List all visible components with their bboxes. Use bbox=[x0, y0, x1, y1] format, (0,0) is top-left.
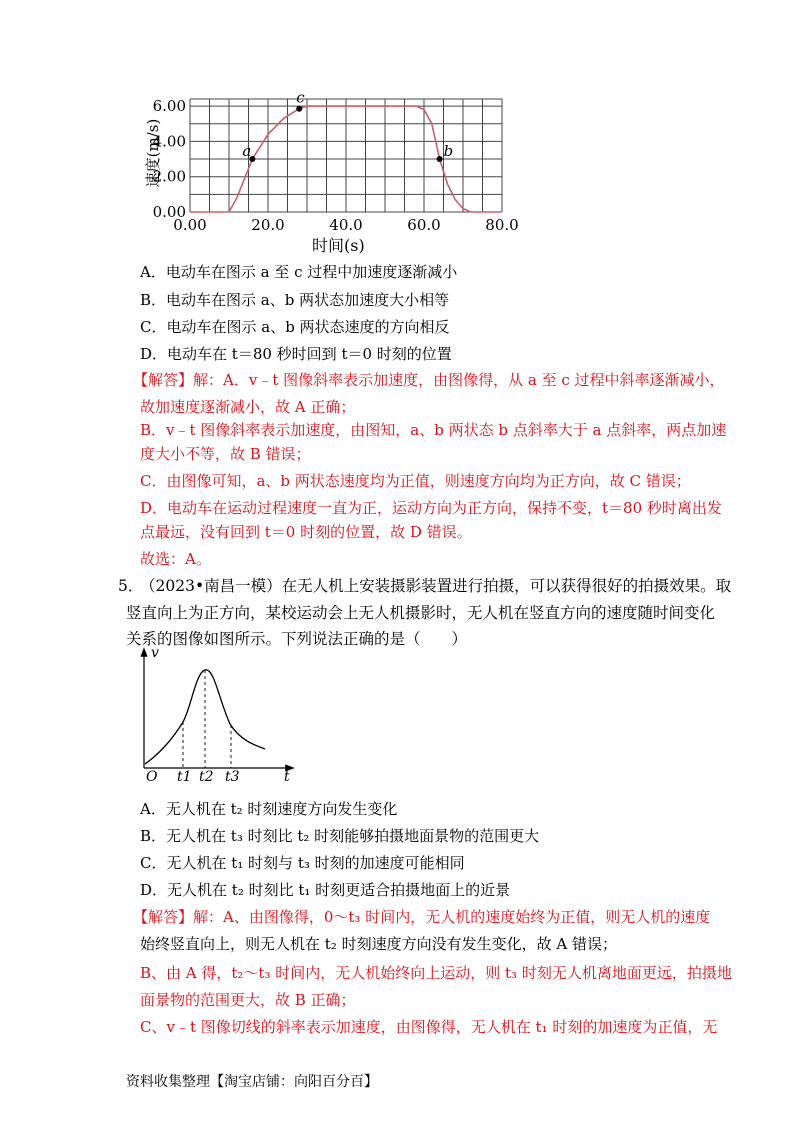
q4-option-c: C．电动车在图示 a、b 两状态速度的方向相反 bbox=[140, 318, 450, 336]
q4-answer-line-1: 【解答】解：A．v﹣t 图像斜率表示加速度，由图像得，从 a 至 c 过程中斜率逐渐减小， bbox=[133, 371, 725, 389]
chart1-ytick: 2.00 bbox=[152, 167, 186, 186]
q4-answer-line-6: D．电动车在运动过程速度一直为正，运动方向为正方向，保持不变，t＝80 秒时离出发 bbox=[140, 499, 722, 517]
q4-answer-line-3: B．v﹣t 图像斜率表示加速度，由图知，a、b 两状态 b 点斜率大于 a 点斜率，两点加速 bbox=[140, 421, 727, 439]
chart1-point-label-a: a bbox=[242, 142, 252, 161]
chart1-xtick: 40.0 bbox=[329, 216, 363, 234]
q5-answer-line-1: 【解答】解：A、由图像得，0～t₃ 时间内，无人机的速度始终为正值，则无人机的速度 bbox=[133, 908, 711, 926]
chart1-xtick: 0.00 bbox=[173, 216, 207, 234]
chart2-tick-t2: t2 bbox=[199, 769, 214, 785]
q5-option-d: D．无人机在 t₂ 时刻比 t₁ 时刻更适合拍摄地面上的近景 bbox=[140, 881, 511, 899]
q4-answer-line-2: 故加速度逐渐减小，故 A 正确； bbox=[140, 398, 356, 416]
chart1-point-b bbox=[437, 156, 443, 162]
chart1-ytick: 4.00 bbox=[152, 132, 186, 151]
q4-answer-line-4: 度大小不等，故 B 错误； bbox=[140, 445, 311, 463]
q4-answer-tag: 【解答】 bbox=[133, 371, 194, 389]
q5-stem-line-1: （2023•南昌一模）在无人机上安装摄影装置进行拍摄，可以获得很好的拍摄效果。取 bbox=[140, 577, 732, 595]
chart1-xlabel: 时间(s) bbox=[312, 236, 365, 255]
q5-option-a: A．无人机在 t₂ 时刻速度方向发生变化 bbox=[140, 800, 398, 818]
chart2-origin-label: O bbox=[146, 769, 158, 785]
footer-text: 资料收集整理【淘宝店铺：向阳百分百】 bbox=[126, 1074, 378, 1090]
q5-option-c: C．无人机在 t₁ 时刻与 t₃ 时刻的加速度可能相同 bbox=[140, 854, 465, 872]
q4-option-a: A．电动车在图示 a 至 c 过程中加速度逐渐减小 bbox=[140, 263, 458, 281]
chart1-xtick: 80.0 bbox=[485, 216, 519, 234]
q4-option-b: B．电动车在图示 a、b 两状态加速度大小相等 bbox=[140, 291, 450, 309]
q4-answer-line-7: 点最远，没有回到 t＝0 时刻的位置，故 D 错误。 bbox=[140, 523, 472, 541]
q4-answer-line-5: C．由图像可知，a、b 两状态速度均为正值，则速度方向均为正方向，故 C 错误； bbox=[140, 472, 691, 490]
q5-answer-line-2: 始终竖直向上，则无人机在 t₂ 时刻速度方向没有发生变化，故 A 错误； bbox=[140, 935, 617, 953]
q5-answer-line-4: 面景物的范围更大，故 B 正确； bbox=[140, 991, 356, 1009]
chart1-xtick: 60.0 bbox=[407, 216, 441, 234]
q5-answer-line-3: B、由 A 得，t₂～t₃ 时间内，无人机始终向上运动，则 t₃ 时刻无人机离地面更远，拍摄地 bbox=[140, 964, 732, 982]
chart2-xlabel: t bbox=[284, 769, 290, 785]
chart2-ylabel: v bbox=[151, 645, 159, 661]
chart-2 bbox=[130, 640, 300, 790]
q4-option-d: D．电动车在 t＝80 秒时回到 t＝0 时刻的位置 bbox=[140, 345, 452, 363]
chart2-tick-t3: t3 bbox=[225, 769, 240, 785]
q5-stem-line-3: 关系的图像如图所示。下列说法正确的是（ ） bbox=[126, 630, 468, 648]
q5-answer-tag: 【解答】 bbox=[133, 908, 194, 926]
chart1-xtick: 20.0 bbox=[251, 216, 285, 234]
chart1-point-label-b: b bbox=[443, 142, 454, 161]
chart2-tick-t1: t1 bbox=[177, 769, 192, 785]
chart1-point-label-c: c bbox=[296, 88, 305, 107]
chart1-ylabel: 速度(m/s) bbox=[144, 118, 162, 188]
q4-answer-line-8: 故选：A。 bbox=[140, 550, 211, 568]
chart1-ytick: 6.00 bbox=[152, 97, 186, 116]
q5-option-b: B．无人机在 t₃ 时刻比 t₂ 时刻能够拍摄地面景物的范围更大 bbox=[140, 827, 540, 845]
chart1-ytick: 0.00 bbox=[152, 203, 186, 221]
chart1-grid bbox=[190, 99, 502, 212]
q5-number: 5． bbox=[118, 577, 144, 595]
q5-stem-line-2: 竖直向上为正方向，某校运动会上无人机摄影时，无人机在竖直方向的速度随时间变化 bbox=[126, 604, 716, 622]
q5-answer-line-5: C、v﹣t 图像切线的斜率表示加速度，由图像得，无人机在 t₁ 时刻的加速度为正值，无 bbox=[140, 1018, 718, 1036]
